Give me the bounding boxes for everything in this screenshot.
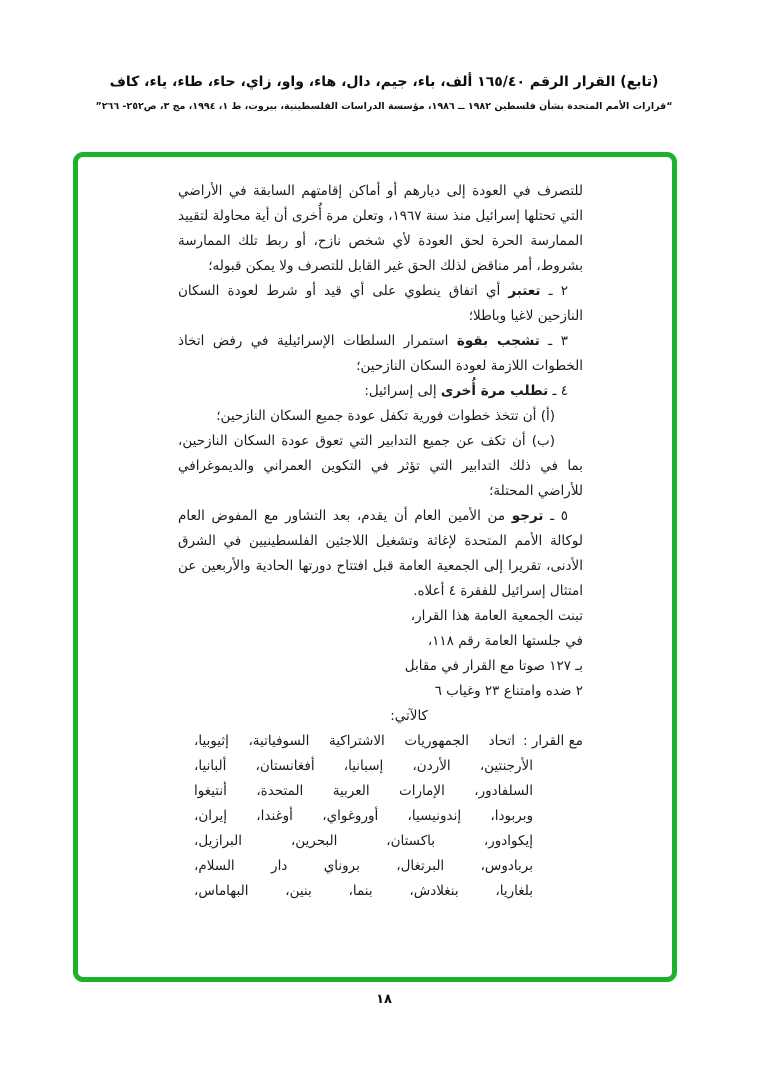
clause-verb: تعتبر — [508, 283, 541, 299]
adoption-line: ٢ ضده وامتناع ٢٣ وغياب ٦ — [434, 683, 583, 699]
clause-number: ٤ ـ — [548, 383, 568, 399]
clause-verb: تشجب بقوة — [456, 333, 540, 349]
vote-for-block — [178, 729, 583, 904]
adoption-block — [178, 604, 583, 729]
subclause-text: أن تتخذ خطوات فورية تكفل عودة جميع السكان النازحين؛ — [216, 408, 537, 424]
country-line: وبربودا، إندونيسيا، أوروغواي، أوغندا، إيران، — [194, 808, 533, 824]
adoption-line: تبنت الجمعية العامة هذا القرار، — [410, 608, 583, 624]
clause-text: من الأمين العام أن يقدم، بعد التشاور مع المفوض العام لوكالة الأمم المتحدة لإغاثة وتشغيل اللاجئين الفلسطينيين في الشرق الأدنى، تقريرا إلى الجمعية العامة قبل افتتاح دورتها الحادية والأربعين عن امتثال إسرائيل للفقرة ٤ أعلاه. — [178, 508, 583, 599]
country-line: بلغاريا، بنغلادش، بنما، بنين، البهاماس، — [194, 883, 533, 899]
adoption-line: بـ ١٢٧ صوتا مع القرار في مقابل — [404, 658, 583, 674]
clause-text: أي اتفاق ينطوي على أي قيد أو شرط لعودة السكان النازحين لاغيا وباطلا؛ — [178, 283, 583, 324]
adoption-tail: كالآتي: — [390, 708, 428, 724]
clause-verb: تطلب مرة أُخرى — [440, 383, 549, 399]
page-number: ١٨ — [376, 992, 392, 1007]
resolution-title: (تابع) القرار الرقم ١٦٥/٤٠ ألف، باء، جيم، دال، هاء، واو، زاي، حاء، طاء، ياء، كاف — [109, 74, 659, 90]
paragraph-numbered — [178, 279, 583, 329]
country-line: السلفادور، الإمارات العربية المتحدة، أنتيغوا — [194, 783, 533, 799]
source-citation: “قرارات الأمم المتحدة بشأن فلسطين ١٩٨٢ ــ ١٩٨٦، مؤسسة الدراسات الفلسطينية، بيروت، ط ١، ١٩٩٤، مج ٣، ص٢٥٢- ٢٦٦” — [95, 101, 673, 112]
clause-text: إلى إسرائيل: — [364, 383, 441, 399]
clause-number: ٣ ـ — [539, 333, 568, 349]
clause-number: ٥ ـ — [543, 508, 568, 524]
paragraph-numbered — [178, 504, 583, 604]
subclause-letter: (أ) — [536, 408, 555, 424]
adoption-line: في جلستها العامة رقم ١١٨، — [427, 633, 583, 649]
country-line: اتحاد الجمهوريات الاشتراكية السوفياتية، إثيوبيا، — [194, 733, 515, 749]
clause-number: ٢ ـ — [540, 283, 568, 299]
paragraph-numbered — [178, 329, 583, 379]
subclause-text: أن تكف عن جميع التدابير التي تعوق عودة السكان النازحين، بما في ذلك التدابير التي تؤثر في التكوين العمراني والديموغرافي للأراضي المحتلة؛ — [178, 433, 583, 499]
subclause-letter: (ب) — [525, 433, 555, 449]
paragraph-lettered — [178, 429, 583, 504]
paragraph-lettered — [178, 404, 583, 429]
clause-text: استمرار السلطات الإسرائيلية في رفض اتخاذ الخطوات اللازمة لعودة السكان النازحين؛ — [178, 333, 583, 374]
text-column — [78, 157, 672, 904]
vote-for-label: مع القرار : — [523, 733, 583, 749]
country-line: الأرجنتين، الأردن، إسبانيا، أفغانستان، ألبانيا، — [194, 758, 533, 774]
country-line: بربادوس، البرتغال، بروناي دار السلام، — [194, 858, 533, 874]
paragraph-continuation: للتصرف في العودة إلى ديارهم أو أماكن إقامتهم السابقة في الأراضي التي تحتلها إسرائيل منذ سنة ١٩٦٧، وتعلن مرة أُخرى أن أية محاولة لتقييد الممارسة الحرة لحق العودة لأي شخص نازح، أو ربط تلك الممارسة بشروط، أمر مناقض لذلك الحق غير القابل للتصرف ولا يمكن قبوله؛ — [178, 183, 584, 274]
clause-verb: ترجو — [511, 508, 544, 524]
country-line: إيكوادور، باكستان، البحرين، البرازيل، — [194, 833, 533, 849]
text-frame — [73, 152, 677, 982]
page-header — [0, 72, 768, 113]
paragraph-numbered — [178, 379, 583, 404]
